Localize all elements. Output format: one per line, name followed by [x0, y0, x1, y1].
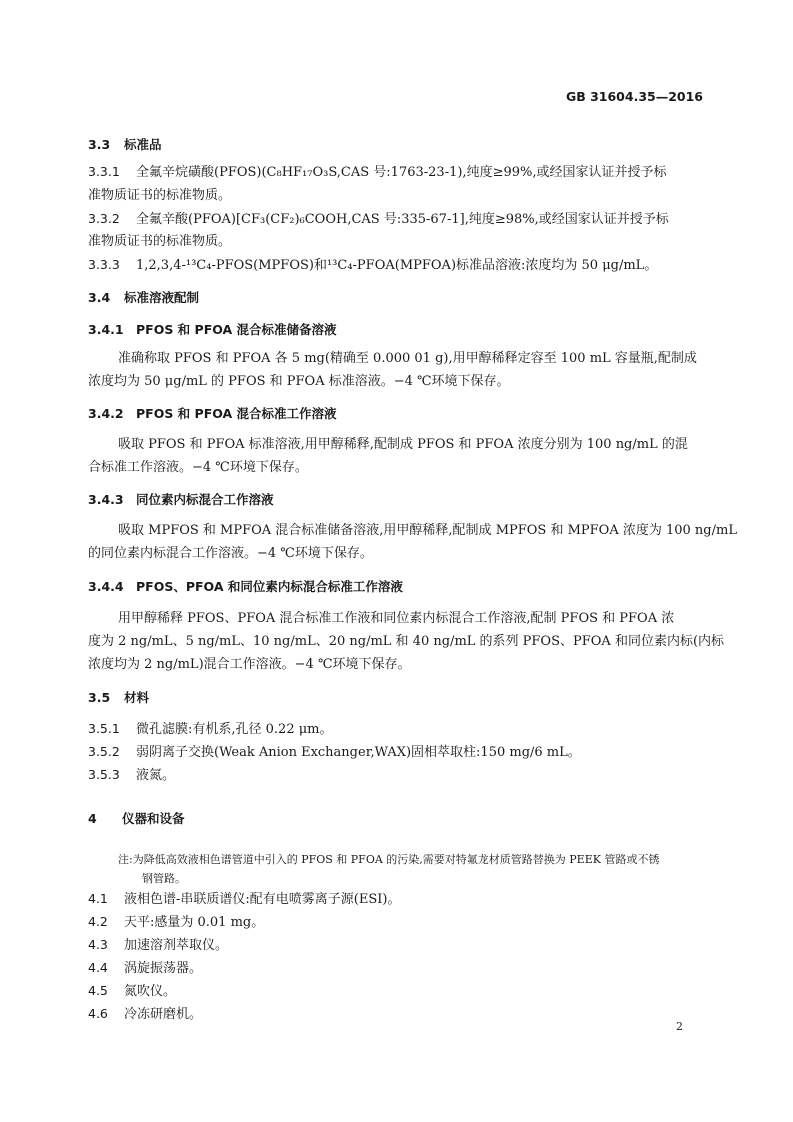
item-3-3-2-cont: 准物质证书的标准物质。	[88, 234, 232, 249]
section-title: 材料	[124, 690, 150, 705]
item-text: 加速溶剂萃取仪。	[124, 938, 229, 953]
section-3-3-heading	[88, 136, 162, 154]
subsection-3-4-1-heading	[88, 321, 337, 339]
subsection-title: PFOS、PFOA 和同位素内标混合标准工作溶液	[136, 579, 403, 594]
item-text: 涡旋振荡器。	[124, 961, 203, 976]
item-3-3-3	[88, 256, 657, 275]
standard-code: GB 31604.35—2016	[565, 89, 703, 104]
item-text: 氮吹仪。	[124, 984, 177, 999]
item-number: 4.6	[88, 1006, 108, 1021]
item-number: 4.5	[88, 983, 108, 998]
subsection-title: PFOS 和 PFOA 混合标准储备溶液	[136, 322, 337, 337]
paragraph-line: 浓度均为 50 μg/mL 的 PFOS 和 PFOA 标准溶液。−4 ℃环境下保存。	[88, 374, 510, 389]
item-text: 弱阴离子交换(Weak Anion Exchanger,WAX)固相萃取柱:150 mg/6 mL。	[136, 745, 581, 760]
page-number: 2	[676, 1020, 683, 1033]
item-number: 4.3	[88, 937, 108, 952]
subsection-3-4-2-heading	[88, 405, 337, 423]
item-number: 4.2	[88, 914, 108, 929]
item-3-5-3	[88, 766, 175, 785]
item-text: 全氟辛酸(PFOA)[CF₃(CF₂)₆COOH,CAS 号:335-67-1],纯度≥98%,或经国家认证并授予标	[136, 212, 669, 227]
item-3-3-2	[88, 210, 669, 229]
item-text: 天平:感量为 0.01 mg。	[124, 915, 265, 930]
section-number: 4	[88, 811, 97, 826]
paragraph-line: 的同位素内标混合工作溶液。−4 ℃环境下保存。	[88, 546, 373, 561]
item-number: 3.3.1	[88, 164, 120, 179]
section-number: 3.5	[88, 690, 111, 705]
section-3-4-heading	[88, 289, 199, 307]
item-text: 全氟辛烷磺酸(PFOS)(C₈HF₁₇O₃S,CAS 号:1763-23-1),纯度≥99%,或经国家认证并授予标	[136, 165, 667, 180]
paragraph-line: 浓度均为 2 ng/mL)混合工作溶液。−4 ℃环境下保存。	[88, 657, 411, 672]
paragraph-line: 度为 2 ng/mL、5 ng/mL、10 ng/mL、20 ng/mL 和 40 ng/mL 的系列 PFOS、PFOA 和同位素内标(内标	[88, 634, 725, 649]
item-text: 液相色谱-串联质谱仪:配有电喷雾离子源(ESI)。	[124, 892, 401, 907]
section-3-5-heading	[88, 689, 149, 707]
paragraph-line: 吸取 MPFOS 和 MPFOA 混合标准储备溶液,用甲醇稀释,配制成 MPFOS 和 MPFOA 浓度为 100 ng/mL	[118, 523, 737, 538]
item-number: 3.5.1	[88, 721, 120, 736]
paragraph-line: 准确称取 PFOS 和 PFOA 各 5 mg(精确至 0.000 01 g),用甲醇稀释定容至 100 mL 容量瓶,配制成	[118, 351, 697, 366]
section-title: 标准溶液配制	[124, 290, 200, 305]
subsection-3-4-4-heading	[88, 578, 403, 596]
subsection-number: 3.4.3	[88, 492, 124, 507]
paragraph-line: 用甲醇稀释 PFOS、PFOA 混合标准工作液和同位素内标混合工作溶液,配制 PFOS 和 PFOA 浓	[118, 611, 675, 626]
item-number: 4.1	[88, 891, 108, 906]
section-4-heading	[88, 810, 185, 828]
item-text: 1,2,3,4-¹³C₄-PFOS(MPFOS)和¹³C₄-PFOA(MPFOA)标准品溶液:浓度均为 50 μg/mL。	[136, 258, 658, 273]
item-text: 微孔滤膜:有机系,孔径 0.22 μm。	[136, 722, 333, 737]
item-text: 冷冻研磨机。	[124, 1007, 203, 1022]
subsection-number: 3.4.2	[88, 406, 124, 421]
item-number: 3.5.3	[88, 767, 120, 782]
equipment-item	[88, 936, 228, 955]
item-number: 3.5.2	[88, 744, 120, 759]
subsection-number: 3.4.4	[88, 579, 124, 594]
subsection-number: 3.4.1	[88, 322, 124, 337]
equipment-item	[88, 890, 400, 909]
note-line: 注:为降低高效液相色谱管道中引入的 PFOS 和 PFOA 的污染,需要对特氟龙材质管路替换为 PEEK 管路或不锈	[118, 853, 660, 866]
subsection-title: PFOS 和 PFOA 混合标准工作溶液	[136, 406, 337, 421]
section-number: 3.4	[88, 290, 111, 305]
note-line: 钢管路。	[142, 872, 186, 885]
equipment-item	[88, 982, 176, 1001]
item-3-3-1	[88, 163, 667, 182]
equipment-item	[88, 913, 264, 932]
equipment-item	[88, 1005, 202, 1024]
section-title: 仪器和设备	[122, 811, 185, 826]
item-text: 液氮。	[136, 768, 176, 783]
equipment-item	[88, 959, 202, 978]
item-3-3-1-cont: 准物质证书的标准物质。	[88, 188, 232, 203]
item-number: 3.3.3	[88, 257, 120, 272]
subsection-3-4-3-heading	[88, 491, 274, 509]
item-number: 4.4	[88, 960, 108, 975]
item-number: 3.3.2	[88, 211, 120, 226]
paragraph-line: 合标准工作溶液。−4 ℃环境下保存。	[88, 460, 308, 475]
item-3-5-1	[88, 720, 333, 739]
item-3-5-2	[88, 743, 581, 762]
section-title: 标准品	[124, 137, 162, 152]
section-number: 3.3	[88, 137, 111, 152]
paragraph-line: 吸取 PFOS 和 PFOA 标准溶液,用甲醇稀释,配制成 PFOS 和 PFOA 浓度分别为 100 ng/mL 的混	[118, 437, 688, 452]
subsection-title: 同位素内标混合工作溶液	[136, 492, 274, 507]
